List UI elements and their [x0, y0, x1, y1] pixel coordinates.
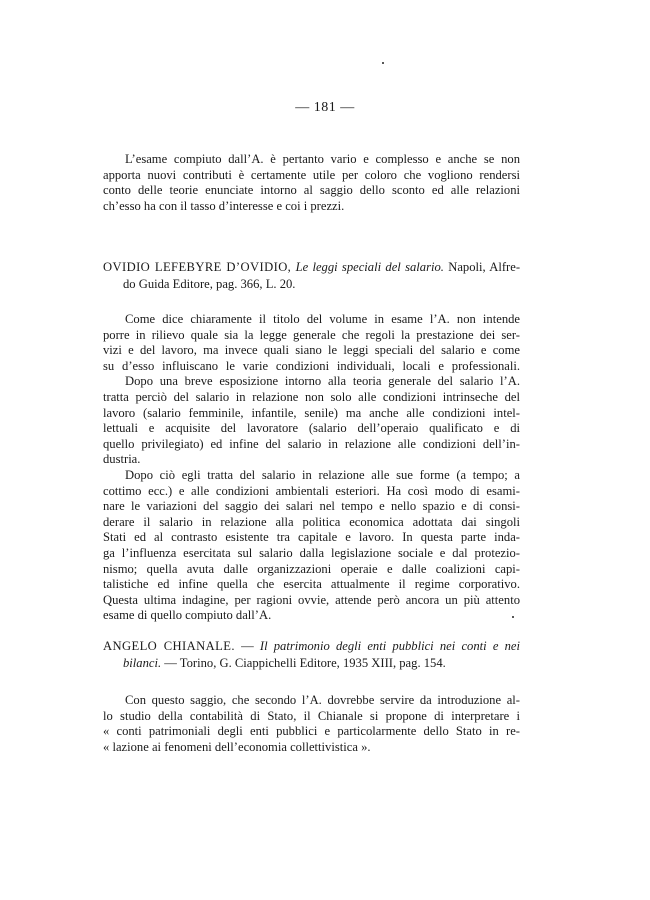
review-2-body [103, 693, 520, 755]
text-line: derare il salario in relazione alla politica economica adottata dai singoli [103, 514, 520, 529]
text-line: Questa ultima indagine, per ragioni ovvie, attende però ancora un più attento [103, 592, 520, 607]
text-line: L’esame compiuto dall’A. è pertanto vario e complesso e anche se non [125, 152, 520, 166]
review-2-title: Il patrimonio degli enti pubblici nei conti e nei [259, 639, 521, 653]
text-line: « lazione ai fenomeni dell’economia collettivistica ». [103, 739, 371, 754]
review-1-publication: Napoli, Alfre- [443, 260, 521, 274]
text-line: nismo; quella avuta dalle organizzazioni operaie e dalle coalizioni capi- [103, 561, 520, 576]
text-line: Dopo una breve esposizione intorno alla teoria generale del salario l’A. [125, 374, 520, 389]
text-line: lavoro (salario femminile, infantile, senile) ma anche alle condizioni intel- [103, 405, 520, 420]
scan-speck [512, 616, 514, 618]
text-line: Stati ed al contrasto esistente tra capitale e lavoro. In questa parte inda- [103, 530, 520, 545]
review-2-author: ANGELO CHIANALE. [103, 639, 235, 653]
scan-speck [382, 62, 384, 64]
text-line: ga l’influenza esercitata sul salario dalla legislazione sociale e dal protezio- [103, 545, 520, 560]
text-line: su d’esso influiscano le varie condizioni individuali, locali e professionali. [103, 358, 520, 373]
review-1-title: Le leggi speciali del salario. [295, 260, 444, 274]
text-line: « conti patrimoniali degli enti pubblici e particolarmente dello Stato in re- [103, 724, 520, 739]
text-line: conto delle teorie enunciate intorno al saggio dello sconto ed alle relazioni [103, 183, 520, 198]
review-1-body [103, 312, 520, 624]
text-line: porre in rilievo quale sia la legge generale che regoli la prestazione dei ser- [103, 327, 520, 342]
text-line: quello privilegiato) ed infine del salario in relazione alle condizioni dell’in- [103, 436, 520, 451]
text-line: Dopo ciò egli tratta del salario in relazione alle sue forme (a tempo; a [125, 467, 520, 482]
text-line: nare le variazioni del saggio dei salari nel tempo e nello spazio e di consi- [103, 499, 520, 514]
text-line: lettuali e acquisite del lavoratore (salario dell’operaio qualificato e di [103, 421, 520, 436]
text-line: vizi e del lavoro, ma invece quali siano le leggi speciali del salario e come [103, 343, 520, 358]
page-number: — 181 — [295, 100, 355, 115]
text-line: tratta perciò del salario in relazione non solo alle condizioni intrinseche del [103, 389, 520, 404]
text-line: talistiche ed infine quella che esercita attualmente il regime corporativo. [103, 577, 520, 592]
text-line: lo studio della contabilità di Stato, il Chianale si propone di interpretare i [103, 708, 520, 723]
review-2-dash: — [234, 639, 260, 653]
text-line: cottimo ecc.) e alle condizioni ambientali esteriori. Ha così modo di esami- [103, 483, 520, 498]
text-line: dustria. [103, 452, 141, 467]
text-line: apporta nuovi contributi è certamente utile per coloro che vogliono rendersi [103, 167, 520, 182]
review-1-publication-cont: do Guida Editore, pag. 366, L. 20. [123, 277, 296, 291]
intro-paragraph [103, 152, 520, 214]
text-line: Con questo saggio, che secondo l’A. dovrebbe servire da introduzione al- [125, 693, 520, 707]
text-line: esame di quello compiuto dall’A. [103, 608, 272, 623]
review-1-heading [103, 259, 520, 293]
review-2-title-cont: bilanci. [123, 656, 162, 670]
text-line: Come dice chiaramente il titolo del volume in esame l’A. non intende [125, 312, 520, 326]
review-2-publication: — Torino, G. Ciappichelli Editore, 1935 XIII, pag. 154. [161, 656, 446, 670]
review-1-author: OVIDIO LEFEBYRE D’OVIDIO, [103, 260, 292, 274]
review-2-heading [103, 638, 520, 672]
text-line: ch’esso ha con il tasso d’interesse e coi i prezzi. [103, 198, 345, 213]
